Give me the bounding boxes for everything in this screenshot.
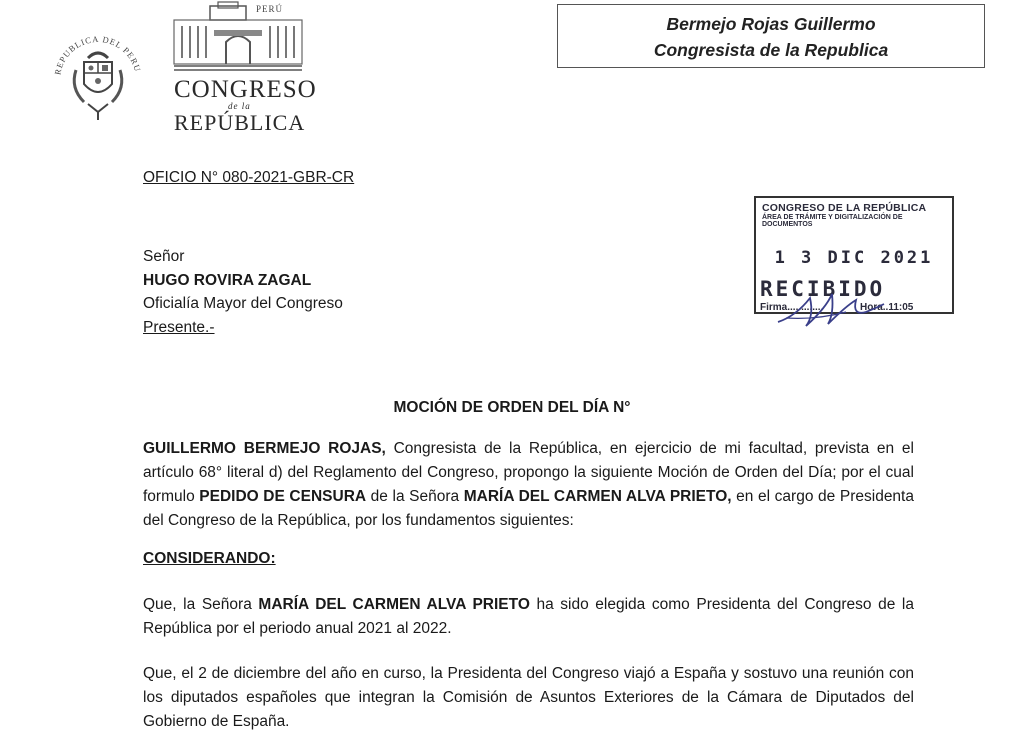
p1-name: GUILLERMO BERMEJO ROJAS, (143, 440, 386, 457)
logo-country: PERÚ (256, 4, 284, 14)
logo-republica-word: REPÚBLICA (174, 110, 306, 135)
p1-text-a: Congresista de la República, en ejercicio de mi facultad, prevista en el artículo 68° literal d) del Reglamento del Congreso, propongo la siguiente Moción de Orden del Día; por el cual formulo (143, 440, 914, 505)
seal-text: REPUBLICA DEL PERU (52, 33, 144, 76)
congresista-title: Congresista de la Republica (653, 40, 889, 60)
p1-censura: PEDIDO DE CENSURA (199, 488, 367, 505)
p1-president-name: MARÍA DEL CARMEN ALVA PRIETO, (463, 488, 732, 505)
logo-de-la: de la (228, 101, 251, 111)
stamp-firma-label: Firma............. (760, 302, 824, 313)
peru-coat-of-arms-seal (48, 18, 148, 122)
recipient-name: HUGO ROVIRA ZAGAL (143, 272, 312, 289)
paragraph-travel: Que, el 2 de diciembre del año en curso, la Presidenta del Congreso viajó a España y sostuvo una reunión con los diputados españoles que integran la Comisión de Asuntos Exteriores de la Cámara de Diputados del Gobierno de España. (143, 665, 914, 730)
p1-text-e: en el cargo de Presidenta del Congreso de la República, por los fundamentos siguientes: (143, 488, 914, 529)
recipient-office: Oficialía Mayor del Congreso (143, 295, 343, 312)
presente-label: Presente.- (143, 319, 215, 336)
stamp-date: 1 3 DIC 2021 (774, 248, 934, 268)
congresista-name: Bermejo Rojas Guillermo (666, 14, 876, 34)
p2-text-a: Que, la Señora (143, 596, 259, 613)
signature-scribble (776, 286, 886, 330)
stamp-received: RECIBIDO (760, 277, 886, 301)
p2-text-c: ha sido elegida como Presidenta del Congreso de la República por el periodo anual 2021 al 2022. (143, 596, 914, 637)
p1-text-c: de la Señora (366, 488, 464, 505)
paragraph-elected (143, 593, 914, 641)
salutation: Señor (143, 248, 185, 265)
congreso-logo (168, 0, 317, 136)
received-stamp (754, 196, 954, 314)
stamp-institution: CONGRESO DE LA REPÚBLICA (762, 202, 927, 214)
p2-president-name: MARÍA DEL CARMEN ALVA PRIETO (258, 596, 530, 613)
considerando-heading: CONSIDERANDO: (143, 550, 276, 567)
motion-title: MOCIÓN DE ORDEN DEL DÍA N° (393, 399, 631, 416)
logo-congreso-word: CONGRESO (174, 76, 317, 103)
congresista-header-box (557, 4, 985, 68)
paragraph-motion (143, 437, 914, 533)
stamp-hora-label: Hora..11:05 (860, 302, 914, 313)
stamp-area: ÁREA DE TRÁMITE Y DIGITALIZACIÓN DE DOCUMENTOS (762, 214, 903, 228)
oficio-number: OFICIO N° 080-2021-GBR-CR (143, 169, 355, 186)
